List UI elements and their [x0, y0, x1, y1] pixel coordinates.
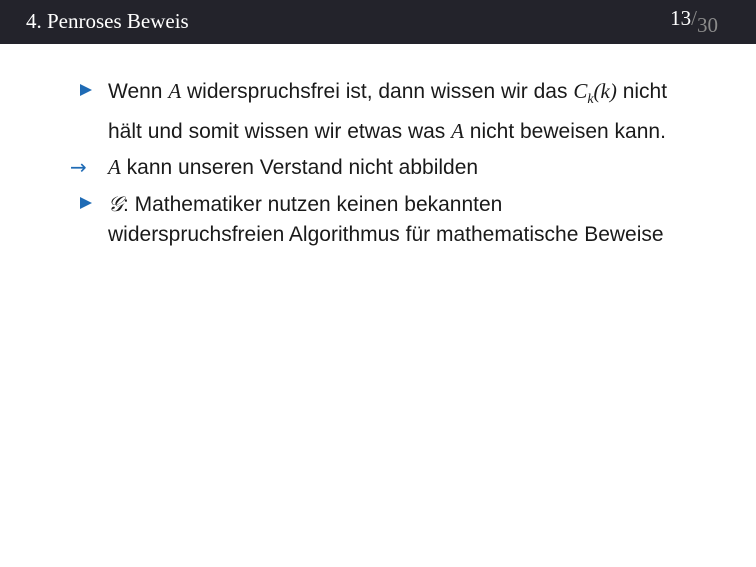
bullet-text: Wenn — [108, 80, 169, 103]
slide-title: 4. Penroses Beweis — [26, 9, 189, 33]
arrow-item — [0, 152, 668, 184]
page-current: 13 — [670, 6, 692, 30]
bullet-item — [0, 76, 668, 147]
triangle-bullet-icon — [80, 84, 92, 96]
triangle-bullet-icon — [80, 197, 92, 209]
slide-header — [0, 0, 756, 44]
math-symbol: A — [168, 79, 182, 103]
math-symbol: 𝒢 — [108, 191, 123, 216]
math-expression — [573, 79, 617, 108]
page-indicator — [670, 6, 718, 37]
bullet-text: widerspruchsfrei ist, dann wissen wir das — [181, 80, 574, 103]
page-separator: / — [691, 6, 697, 30]
page-total: 30 — [697, 13, 718, 37]
math-base: C — [573, 79, 588, 103]
math-subscript: k — [587, 92, 594, 108]
bullet-text: nicht hält und somit wissen wir etwas was — [108, 80, 668, 143]
math-symbol: A — [108, 155, 121, 180]
math-symbol: A — [451, 118, 464, 143]
math-argument: (k) — [593, 79, 617, 103]
bullet-text: kann unseren Verstand nicht abbilden — [120, 156, 479, 180]
bullet-text: : Mathematiker nutzen keinen bekannten widerspruchsfreien Algorithmus für mathematische Beweise — [108, 192, 664, 247]
arrow-icon: → — [70, 155, 87, 180]
slide-content — [0, 76, 756, 256]
bullet-item — [0, 189, 668, 251]
bullet-text: nicht beweisen kann. — [463, 119, 666, 143]
